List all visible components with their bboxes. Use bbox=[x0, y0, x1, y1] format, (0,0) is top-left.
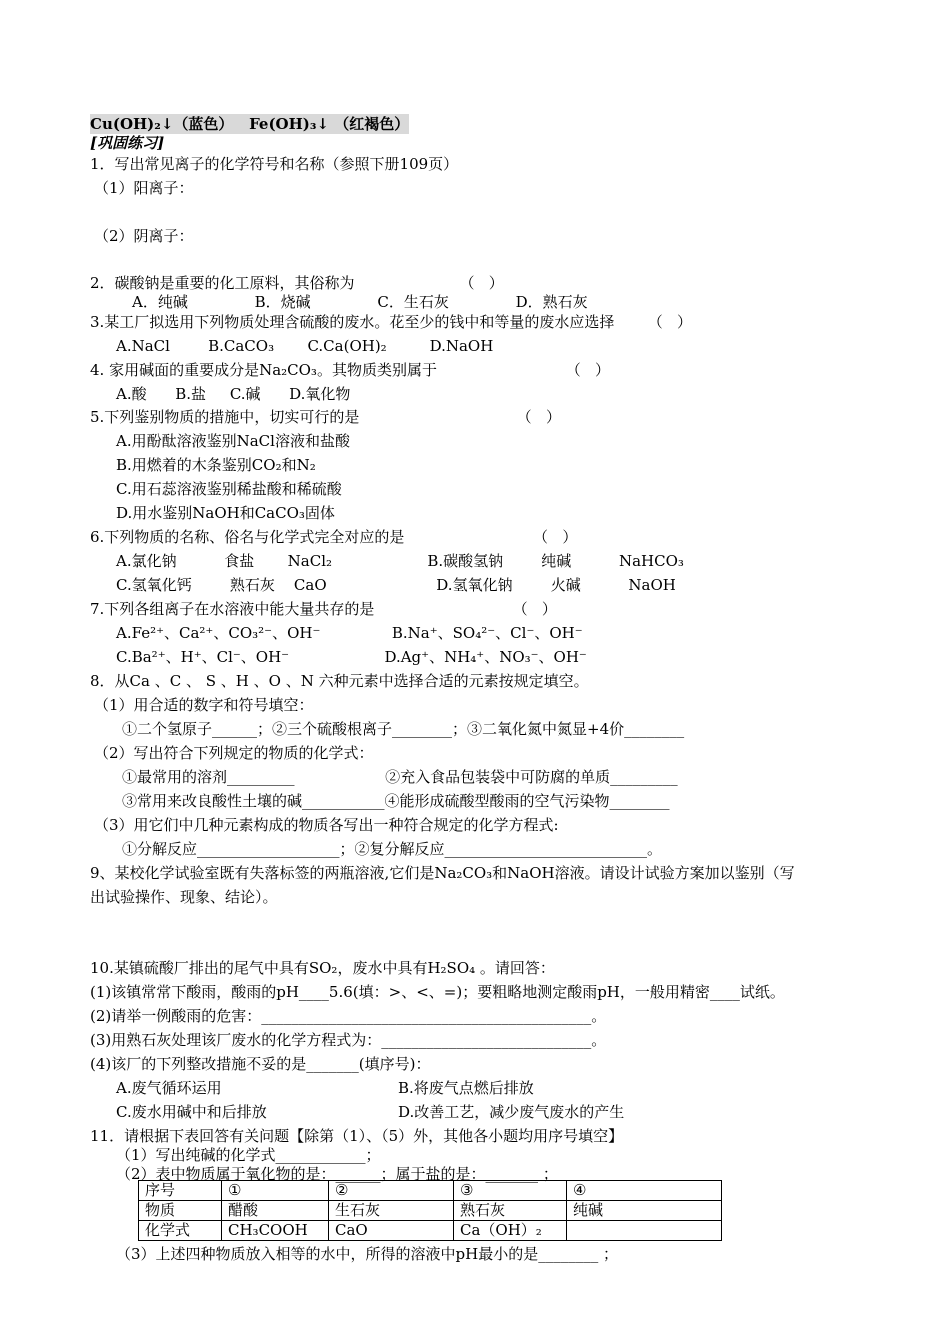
q11-table bbox=[138, 1180, 722, 1241]
q10-option-c: C.废水用碱中和后排放 bbox=[116, 1103, 267, 1121]
q7-stem: 7.下列各组离子在水溶液中能大量共存的是 （ ） bbox=[90, 600, 557, 618]
table-cell: ④ bbox=[567, 1181, 722, 1201]
table-cell: 物质 bbox=[139, 1201, 222, 1221]
table-cell: 生石灰 bbox=[329, 1201, 454, 1221]
table-cell: ② bbox=[329, 1181, 454, 1201]
q4-stem: 4. 家用碱面的重要成分是Na₂CO₃。其物质类别属于 （ ） bbox=[90, 361, 610, 379]
q11-part3: （3）上述四种物质放入相等的水中，所得的溶液中pH最小的是________ ； bbox=[116, 1245, 618, 1263]
q2-stem: 2．碳酸钠是重要的化工原料，其俗称为 （ ） bbox=[90, 274, 504, 292]
q6-stem: 6.下列物质的名称、俗名与化学式完全对应的是 （ ） bbox=[90, 528, 578, 546]
q10-stem: 10.某镇硫酸厂排出的尾气中具有SO₂，废水中具有H₂SO₄ 。请回答： bbox=[90, 959, 555, 977]
q5-option-d: D.用水鉴别NaOH和CaCO₃固体 bbox=[116, 504, 335, 522]
q8-part3-a: ①分解反应___________________；②复分解反应___________________________。 bbox=[122, 840, 663, 858]
table-cell bbox=[567, 1221, 722, 1241]
q8-part2: （2）写出符合下列规定的物质的化学式： bbox=[94, 744, 374, 762]
table-row bbox=[139, 1201, 722, 1221]
q11-part2: （2）表中物质属于氧化物的是：______；属于盐的是：_______ ； bbox=[116, 1165, 558, 1183]
q1-a: （1）阳离子： bbox=[94, 179, 194, 197]
q8-part3: （3）用它们中几种元素构成的物质各写出一种符合规定的化学方程式: bbox=[94, 816, 559, 834]
q3-options: A.NaCl B.CaCO₃ C.Ca(OH)₂ D.NaOH bbox=[116, 337, 494, 355]
q10-part1: (1)该镇常常下酸雨，酸雨的pH____5.6(填：>、<、=)；要粗略地测定酸雨pH，一般用精密____试纸。 bbox=[90, 983, 785, 1001]
q7-options-ab: A.Fe²⁺、Ca²⁺、CO₃²⁻、OH⁻ B.Na⁺、SO₄²⁻、Cl⁻、OH⁻ bbox=[116, 624, 583, 642]
q5-stem: 5.下列鉴别物质的措施中，切实可行的是 （ ） bbox=[90, 408, 561, 426]
table-cell: ③ bbox=[454, 1181, 567, 1201]
q8-stem: 8．从Ca 、C 、 S 、H 、O 、N 六种元素中选择合适的元素按规定填空。 bbox=[90, 672, 589, 690]
table-row bbox=[139, 1221, 722, 1241]
table-cell: 熟石灰 bbox=[454, 1201, 567, 1221]
table-cell: 醋酸 bbox=[222, 1201, 329, 1221]
q10-option-d: D.改善工艺，减少废气废水的产生 bbox=[398, 1103, 625, 1121]
q10-part3: (3)用熟石灰处理该厂废水的化学方程式为：____________________________。 bbox=[90, 1031, 607, 1049]
q9-line1: 9、某校化学试验室既有失落标签的两瓶溶液,它们是Na₂CO₃和NaOH溶液。请设计试验方案加以鉴别（写 bbox=[90, 864, 795, 882]
q9-line2: 出试验操作、现象、结论）。 bbox=[90, 888, 278, 906]
q5-option-a: A.用酚酞溶液鉴别NaCl溶液和盐酸 bbox=[116, 432, 350, 450]
q10-option-a: A.废气循环运用 bbox=[116, 1079, 222, 1097]
section-title: [巩固练习] bbox=[90, 134, 165, 152]
q3-stem: 3.某工厂拟选用下列物质处理含硫酸的废水。花至少的钱中和等量的废水应选择 （ ） bbox=[90, 313, 692, 331]
q1-b: （2）阴离子： bbox=[94, 227, 194, 245]
q11-part1: （1）写出纯碱的化学式____________； bbox=[116, 1146, 381, 1164]
q8-part2-a: ①最常用的溶剂_________ ②充入食品包装袋中可防腐的单质_________ bbox=[122, 768, 678, 786]
q8-part1: （1）用合适的数字和符号填空： bbox=[94, 696, 314, 714]
q8-part2-b: ③常用来改良酸性土壤的碱___________④能形成硫酸型酸雨的空气污染物________ bbox=[122, 792, 670, 810]
q1-stem: 1．写出常见离子的化学符号和名称（参照下册109页） bbox=[90, 155, 459, 173]
table-cell: CaO bbox=[329, 1221, 454, 1241]
q8-part1-blanks: ①二个氢原子______；②三个硫酸根离子________；③二氧化氮中氮显+4价________ bbox=[122, 720, 685, 738]
q10-option-b: B.将废气点燃后排放 bbox=[398, 1079, 534, 1097]
q11-stem: 11．请根据下表回答有关问题【除第（1）、（5）外，其他各小题均用序号填空】 bbox=[90, 1127, 624, 1145]
table-cell: 序号 bbox=[139, 1181, 222, 1201]
table-cell: 化学式 bbox=[139, 1221, 222, 1241]
q5-option-c: C.用石蕊溶液鉴别稀盐酸和稀硫酸 bbox=[116, 480, 342, 498]
q6-options-cd: C.氢氧化钙 熟石灰 CaO D.氢氧化钠 火碱 NaOH bbox=[116, 576, 676, 594]
table-cell: CH₃COOH bbox=[222, 1221, 329, 1241]
q10-part4: (4)该厂的下列整改措施不妥的是_______(填序号)： bbox=[90, 1055, 431, 1073]
header-hydroxides: Cu(OH)₂↓（蓝色） Fe(OH)₃↓ （红褐色） bbox=[90, 115, 410, 133]
q6-options-ab: A.氯化钠 食盐 NaCl₂ B.碳酸氢钠 纯碱 NaHCO₃ bbox=[116, 552, 684, 570]
q5-option-b: B.用燃着的木条鉴别CO₂和N₂ bbox=[116, 456, 316, 474]
table-row bbox=[139, 1181, 722, 1201]
table-cell: 纯碱 bbox=[567, 1201, 722, 1221]
q2-options: A．纯碱 B．烧碱 C．生石灰 D．熟石灰 bbox=[132, 293, 588, 311]
q4-options: A.酸 B.盐 C.碱 D.氧化物 bbox=[116, 385, 351, 403]
q10-part2: (2)请举一例酸雨的危害：____________________________________________。 bbox=[90, 1007, 607, 1025]
table-cell: ① bbox=[222, 1181, 329, 1201]
table-cell: Ca（OH）₂ bbox=[454, 1221, 567, 1241]
q7-options-cd: C.Ba²⁺、H⁺、Cl⁻、OH⁻ D.Ag⁺、NH₄⁺、NO₃⁻、OH⁻ bbox=[116, 648, 587, 666]
